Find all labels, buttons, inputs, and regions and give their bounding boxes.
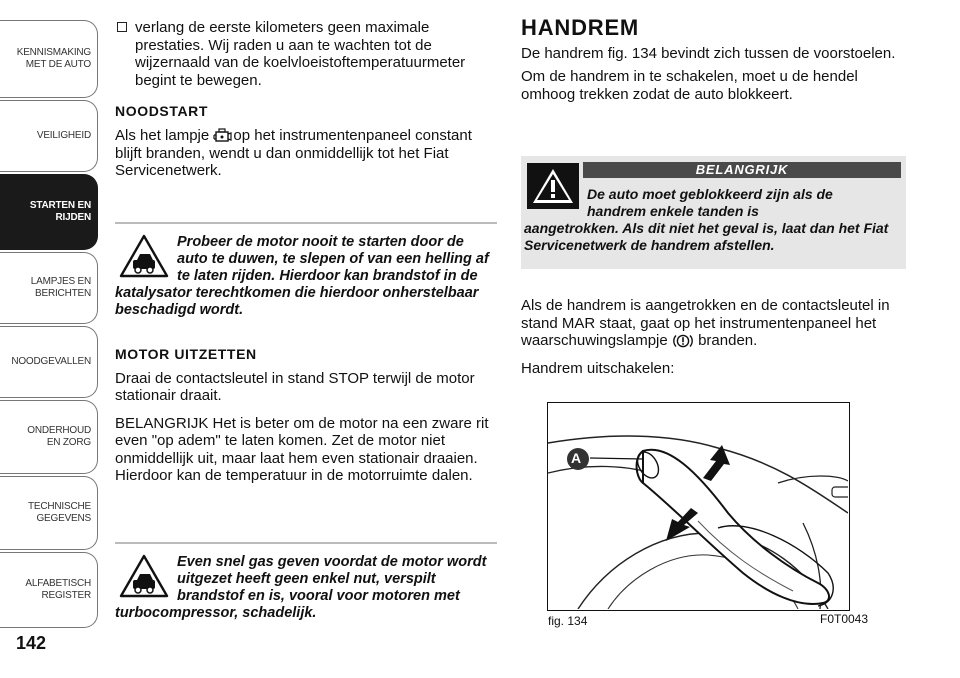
tab-label: NOODGEVALLEN	[11, 356, 91, 367]
tab-starten-en-rijden[interactable]	[0, 174, 98, 250]
tab-label: TECHNISCHE GEGEVENS	[27, 501, 91, 524]
p3-text-before: Als de handrem is aangetrokken en de contactsleutel in stand MAR staat, gaat op het instrumentenpaneel het waarschuwingslampje	[521, 297, 890, 349]
warning-text: Even snel gas geven voordat de motor wordt uitgezet heeft geen enkel nut, verspilt brandstof en is, vooral voor motoren met turbocompressor, schadelijk.	[115, 554, 487, 621]
tab-alfabetisch-register[interactable]	[0, 552, 98, 628]
belangrijk-title: BELANGRIJK	[583, 162, 901, 178]
figure-caption: fig. 134	[548, 614, 588, 628]
car-warning-icon	[119, 554, 169, 598]
page-number: 142	[16, 633, 47, 653]
chapter-sidebar	[0, 0, 100, 640]
car-towing-warning-icon	[119, 234, 169, 278]
tab-technische-gegevens[interactable]	[0, 476, 98, 550]
heading-noodstart: NOODSTART	[115, 103, 209, 119]
engine-failure-warning-icon	[213, 127, 233, 145]
handbrake-illustration	[548, 403, 848, 609]
tab-lampjes-en-berichten[interactable]	[0, 252, 98, 324]
tab-label: KENNISMAKING MET DE AUTO	[16, 47, 91, 70]
right-column	[521, 15, 906, 113]
warning-block-gas	[115, 542, 497, 622]
motor-paragraph-2: BELANGRIJK Het is beter om de motor na een zware rit even "op adem" te laten komen. Zet de motor niet onmiddellijk uit, maar laat hem even stationair draaien. Hierdoor kan de temperatuur in de motorruimte dalen.	[115, 414, 489, 484]
handrem-paragraph-3	[521, 297, 906, 350]
belangrijk-line-1: De auto moet geblokkeerd zijn als de	[587, 186, 833, 202]
warning-block-push-start	[115, 222, 497, 319]
belangrijk-box	[521, 156, 906, 269]
motor-uitzetten-section	[115, 346, 497, 495]
handbrake-figure	[547, 402, 850, 611]
heading-handrem: HANDREM	[521, 15, 640, 40]
tab-label: LAMPJES EN BERICHTEN	[30, 276, 91, 299]
tab-veiligheid[interactable]	[0, 100, 98, 172]
handrem-paragraph-1: De handrem fig. 134 bevindt zich tussen de voorstoelen.	[521, 44, 896, 62]
motor-paragraph-1: Draai de contactsleutel in stand STOP terwijl de motor stationair draait.	[115, 369, 475, 404]
callout-a-label: A	[571, 450, 582, 466]
noodstart-text-before: Als het lampje	[115, 126, 214, 144]
bullet-text: verlang de eerste kilometers geen maximale prestaties. Wij raden u aan te wachten tot de wijzernaald van de koelvloeistoftemperatuurmeter begint te bewegen.	[135, 19, 466, 89]
belangrijk-text	[524, 186, 900, 254]
belangrijk-rest: aangetrokken. Als dit niet het geval is, laat dan het Fiat Servicenetwerk de handrem afstellen.	[524, 220, 889, 253]
noodstart-paragraph	[115, 127, 497, 180]
heading-motor-uitzetten: MOTOR UITZETTEN	[115, 346, 257, 362]
handrem-paragraph-4: Handrem uitschakelen:	[521, 359, 675, 377]
belangrijk-line-2: handrem enkele tanden is	[587, 203, 759, 219]
noodstart-text-after: op het instrumentenpaneel constant blijft branden, wendt u dan onmiddellijk tot het Fiat Servicenetwerk.	[115, 126, 472, 180]
handrem-status-section	[521, 297, 906, 387]
tab-label: VEILIGHEID	[36, 130, 91, 141]
tab-label: STARTEN EN RIJDEN	[29, 200, 91, 223]
tab-noodgevallen[interactable]	[0, 326, 98, 398]
handrem-paragraph-2: Om de handrem in te schakelen, moet u de hendel omhoog trekken zodat de auto blokkeert.	[521, 68, 858, 103]
tab-label: ONDERHOUD EN ZORG	[27, 425, 91, 448]
tab-onderhoud-en-zorg[interactable]	[0, 400, 98, 474]
bullet-item	[115, 19, 497, 89]
left-column	[115, 19, 497, 190]
tab-kennismaking[interactable]	[0, 20, 98, 98]
tab-label: ALFABETISCH REGISTER	[25, 578, 91, 601]
warning-text: Probeer de motor nooit te starten door de auto te duwen, te slepen of van een helling af te laten rijden. Hierdoor kan brandstof in de katalysator terechtkomen die hierdoor onherstelbaar beschadigd wordt.	[115, 234, 489, 318]
figure-code: F0T0043	[820, 612, 869, 626]
checkbox-bullet-icon	[117, 22, 127, 32]
brake-warning-lamp-icon	[672, 333, 694, 349]
p3-text-after: branden.	[693, 332, 758, 349]
